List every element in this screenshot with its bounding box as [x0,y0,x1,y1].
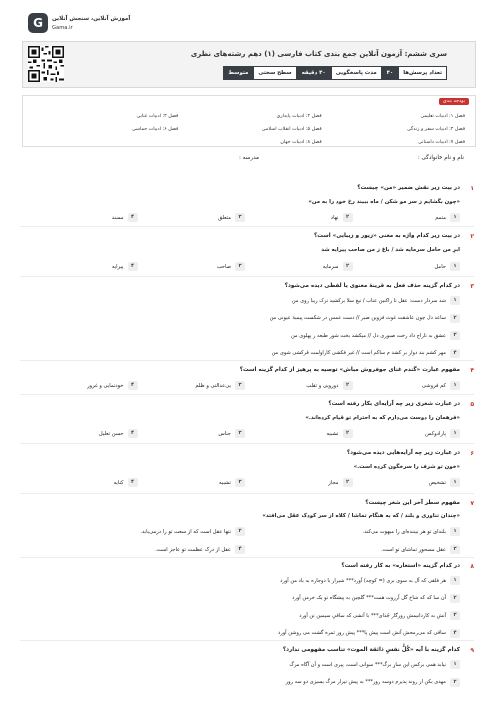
option-3[interactable] [30,331,460,340]
brand-logo [28,13,48,33]
option-number-badge: ۳ [235,429,245,438]
option-2[interactable] [245,429,353,438]
option-text: تنها عقل است که از سعت تو را درمی‌یابد. [140,528,231,535]
option-number-badge: ۴ [128,478,138,487]
question-number: ۶ [470,450,474,457]
option-text: مسند [111,214,124,221]
option-4[interactable] [30,213,138,222]
option-4[interactable] [30,262,138,271]
topics-badge: بودجه بندی [439,98,469,105]
option-text: حامل [434,263,446,270]
option-text: تشخیص [428,479,446,486]
option-text: حسن تعلیل [98,430,124,437]
option-text: مجاز [328,479,339,486]
option-number-badge: ۱ [450,478,460,487]
option-2[interactable] [30,594,460,603]
option-text: مهدی بکن از روند پذیرم دوسه روز*** به پیش تیراز مرگ بسیزی دو سه روز [285,679,446,685]
option-number-badge: ۲ [343,262,353,271]
question-text: در بیت زیر نقش ضمیر «من» چیست؟ [357,185,460,191]
question-divider [20,394,474,395]
option-number-badge: ۳ [450,611,460,620]
brand-name: آموزش آنلاین، سنجش آنلاین [52,16,131,22]
topic-item: فصل ۷: ادبیات داستانی [418,140,465,145]
student-name-field[interactable]: نام و نام خانوادگی : [417,155,464,161]
question-divider [20,226,474,227]
option-3[interactable] [138,262,246,271]
option-number-badge: ۳ [450,331,460,340]
option-2[interactable] [245,262,353,271]
option-4[interactable] [30,629,460,638]
meta-duration-label: مدت پاسخگویی [331,66,382,80]
question-text: در کدام گزینه «استعاره» به کار رفته است؟ [341,563,460,569]
option-number-badge: ۳ [450,545,460,554]
question-divider [20,493,474,494]
meta-duration-value: ۴۰ دقیقه [297,66,331,80]
option-4[interactable] [30,545,245,554]
option-text: بی‌عدالتی و ظلم [195,382,231,389]
question-number: ۳ [470,283,474,290]
topic-item: فصل ۵: ادبیات انقلاب اسلامی [261,127,322,132]
option-3[interactable] [138,381,246,390]
topics-grid [35,114,465,145]
option-number-badge: ۴ [235,545,245,554]
option-text: کم فروشی [421,382,446,389]
option-1[interactable] [30,660,460,669]
option-number-badge: ۱ [450,527,460,536]
option-text: آتش به کاردانیمش روزگار جُدای*** با آتشی که ساقیِ سیمین تن آورد [299,612,446,619]
option-number-badge: ۴ [450,629,460,638]
option-text: تشبیه [219,479,231,486]
option-text: پارادوکس [425,430,446,437]
option-1[interactable] [353,381,461,390]
option-text: صاحب [216,263,231,270]
option-number-badge: ۱ [450,213,460,222]
option-1[interactable] [353,213,461,222]
option-number-badge: ۱ [450,660,460,669]
option-number-badge: ۴ [128,262,138,271]
option-number-badge: ۱ [450,381,460,390]
option-number-badge: ۲ [235,527,245,536]
option-number-badge: ۲ [450,678,460,687]
question-number: ۲ [470,233,474,240]
option-number-badge: ۴ [450,349,460,358]
option-1[interactable] [30,576,460,585]
option-text: تشبیه [326,430,339,437]
option-4[interactable] [30,349,460,358]
meta-difficulty-label: سطح سختی [253,66,296,80]
question-quote: «فرهمان را دوست می‌دارم که به احترام تو قیام کرده‌اند.» [305,415,460,421]
brand-domain: Gama.ir [52,25,73,31]
option-text: پیرایه [111,263,124,270]
question-text: مفهوم سطر آخر این شعر چیست؟ [365,500,460,506]
question-number: ۱ [470,185,474,192]
option-text: مهر کشم بند دوار بر کشد م ساکم است // غیر فکشی کاراولمت قرکشی شوی من [271,350,446,356]
option-number-badge: ۴ [128,381,138,390]
option-number-badge: ۲ [343,381,353,390]
option-3[interactable] [138,478,246,487]
school-field[interactable]: مدرسه : [239,155,259,161]
question-divider [20,640,474,641]
option-number-badge: ۴ [128,213,138,222]
option-text: دورویی و تقلب [306,382,339,389]
option-2[interactable] [245,478,353,487]
topic-item: فصل ۲: ادبیات پایداری [276,114,322,119]
meta-count-value: ۴۰ [382,66,399,80]
option-text: ساقی که می‌رمحش آتش است پیش پا*** پیش روز ثمره گشت می روشن آورد [277,630,446,636]
question-text: در عبارت شعری زیر چه آرایه‌ای بکار رفته است؟ [328,401,460,407]
option-text: هر فلقی که آل به سوی بری (= کوچه) آورد*** شیراز با دوجاره به باد من آورد [280,577,446,584]
question-number: ۵ [470,401,474,408]
question-number: ۸ [470,563,474,570]
option-number-badge: ۳ [235,213,245,222]
option-text: متعلق [218,214,231,221]
exam-title: سری ششم: آزمون آنلاین جمع بندی کتاب فارسی (۱) دهم رشته‌های نظری [190,50,447,58]
meta-count-label: تعداد پرسش‌ها [398,66,447,80]
question-quote: «چندان تناوری و بلند / که به هنگام تماشا / کلاه از سر کودک عقل می‌افتد» [262,513,460,519]
option-number-badge: ۲ [343,213,353,222]
topic-item: فصل ۸: ادبیات جهان [280,140,322,145]
question-divider [20,360,474,361]
brand-logo-letter: G [33,16,43,30]
option-number-badge: ۳ [235,381,245,390]
option-3[interactable] [138,429,246,438]
option-text: متمم [435,214,446,221]
option-text: نهاد [330,214,339,221]
option-text: جناس [218,430,231,437]
question-number: ۴ [470,367,474,374]
meta-difficulty-value: متوسط [223,66,253,80]
option-2[interactable] [245,213,353,222]
option-number-badge: ۳ [235,478,245,487]
option-4[interactable] [30,478,138,487]
option-text: ساعد دل چون عاشقت غوث فزوین صبر // دست عمس در شکست پیمبهٔ عیونی من [269,315,446,321]
option-1[interactable] [245,527,460,536]
option-3[interactable] [245,545,460,554]
option-text: سرمایه [322,263,339,270]
question-divider [20,443,474,444]
option-text: عقل مسحور تماشای تو است. [381,546,446,553]
option-1[interactable] [353,429,461,438]
option-text: شد سرداز دست: عقل تا زاکنین عتاب / تیغ سلا برکشید ترک زیبا روی من [291,297,446,304]
topic-item: فصل ۶: ادبیات حماسی [132,127,179,132]
option-number-badge: ۱ [450,296,460,305]
option-1[interactable] [353,262,461,271]
question-text: در عبارت زیر چه آرایه‌هایی دیده می‌شود؟ [346,450,460,456]
question-text: کدام گزینه با آیه «کُلُّ نفسٍ ذائقة الموت» تناسب مفهومی ندارد؟ [282,647,460,653]
option-text: بلندای تو هر بیننده‌ای را مبهوت می‌کند. [362,528,446,535]
option-text: نیابد همی برکس این سازِ برگ*** سوانی است، پیری است و آن آگاه مرگ [289,661,446,668]
option-2[interactable] [30,527,245,536]
question-quote: «چون بگشایم ز سر مو شکن / ماه ببیند رخ خود را به من» [308,199,460,205]
option-text: عقل از درک عظمت تو عاجز است. [155,546,231,553]
question-quote: ابرِ من حامل سرمایه شد / باغ ز من صاحب پیرایه شد [321,247,460,253]
option-number-badge: ۲ [343,429,353,438]
option-text: آن سا که که شاخ گل آرزوت همت*** گلچین به پیشگاه تو یک خرمن آورد [292,595,446,601]
topic-item: فصل ۴: ادبیات سفر و زندگی [406,127,465,132]
question-text: مفهوم عبارت «گندم غنای جوفروش مباش» توصیه به پرهیز از کدام گزینه است؟ [239,367,460,373]
question-divider [20,557,474,558]
option-text: کنایه [113,479,124,486]
option-number-badge: ۲ [450,594,460,603]
option-number-badge: ۲ [450,314,460,323]
qr-code-icon [28,46,64,82]
question-divider [20,276,474,277]
option-4[interactable] [30,429,138,438]
exam-meta [223,66,447,80]
option-2[interactable] [30,314,460,323]
option-text: خودنمایی و غرور [87,382,124,389]
option-number-badge: ۳ [235,262,245,271]
topic-item: فصل ۳: ادبیات غنایی [136,114,179,119]
option-1[interactable] [30,296,460,305]
question-number: ۹ [470,647,474,654]
option-2[interactable] [245,381,353,390]
question-text: در کدام گزینه حذف فعل به قرینهٔ معنوی یا لفظی دیده می‌شود؟ [284,283,460,289]
option-3[interactable] [30,611,460,620]
student-fields [20,155,474,169]
topic-item: فصل ۱: ادبیات تعلیمی [420,114,465,119]
option-number-badge: ۱ [450,576,460,585]
option-3[interactable] [138,213,246,222]
option-number-badge: ۱ [450,429,460,438]
option-number-badge: ۴ [128,429,138,438]
question-number: ۷ [470,500,474,507]
option-1[interactable] [353,478,461,487]
question-text: در بیت زیر کدام واژه به معنی «زیور و زیبایی» است؟ [314,233,460,239]
topics-box [22,95,476,147]
question-quote: «خون تو شرف را سرخگون کرده است.» [353,464,460,470]
option-number-badge: ۱ [450,262,460,271]
option-2[interactable] [30,678,460,687]
option-text: عشق به تاراج داد رخت صبوری دل // میکشد بخت شور طبعه ز پهلوی من [291,332,446,339]
exam-header [22,41,476,88]
option-number-badge: ۲ [343,478,353,487]
option-4[interactable] [30,381,138,390]
